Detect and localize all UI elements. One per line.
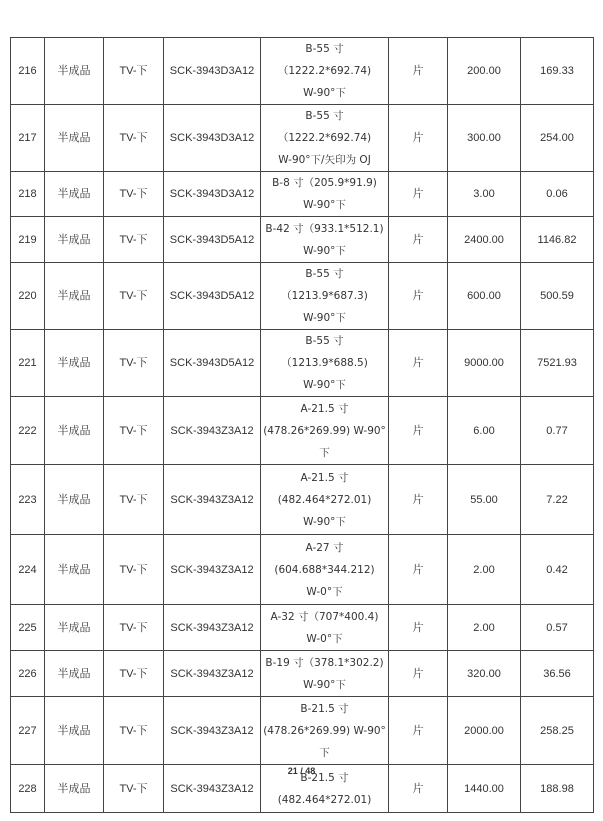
specification-line: (482.464*272.01) (277, 793, 372, 806)
specification-line: (604.688*344.212) (274, 563, 375, 576)
quantity-cell: 2400.00 (448, 217, 521, 263)
quantity-cell: 2000.00 (448, 697, 521, 765)
specification-line: A-21.5 寸 (300, 402, 349, 415)
material-type-cell: 半成品 (45, 651, 104, 697)
material-type-cell: 半成品 (45, 697, 104, 765)
specification-cell (261, 605, 389, 651)
row-number-cell: 223 (11, 465, 45, 535)
part-code-cell: SCK-3943Z3A12 (164, 465, 261, 535)
unit-cell: 片 (389, 535, 448, 605)
quantity-cell: 1440.00 (448, 765, 521, 813)
unit-cell: 片 (389, 38, 448, 105)
quantity-cell: 6.00 (448, 397, 521, 465)
unit-cell: 片 (389, 217, 448, 263)
specification-line: (478.26*269.99) W-90° (263, 424, 386, 437)
category-cell: TV-下 (104, 651, 164, 697)
material-type-cell: 半成品 (45, 172, 104, 217)
category-cell: TV-下 (104, 172, 164, 217)
specification-line: B-19 寸（378.1*302.2) (265, 656, 384, 669)
material-type-cell: 半成品 (45, 217, 104, 263)
specification-line: B-55 寸（1222.2*692.74) (277, 43, 372, 77)
specification-line: A-21.5 寸 (300, 471, 349, 484)
row-number-cell: 222 (11, 397, 45, 465)
row-number-cell: 218 (11, 172, 45, 217)
part-code-cell: SCK-3943Z3A12 (164, 605, 261, 651)
part-code-cell: SCK-3943D5A12 (164, 263, 261, 330)
row-number-cell: 227 (11, 697, 45, 765)
specification-line: W-90°下 (303, 312, 346, 324)
table-row (11, 397, 594, 465)
row-number-cell: 225 (11, 605, 45, 651)
unit-cell: 片 (389, 697, 448, 765)
specification-line: W-90°下 (303, 515, 346, 528)
category-cell: TV-下 (104, 217, 164, 263)
amount-cell: 500.59 (521, 263, 594, 330)
specification-cell (261, 105, 389, 172)
table-row (11, 697, 594, 765)
part-code-cell: SCK-3943Z3A12 (164, 397, 261, 465)
specification-line: W-90°下 (303, 678, 346, 691)
inventory-table (10, 37, 594, 813)
unit-cell: 片 (389, 651, 448, 697)
material-type-cell: 半成品 (45, 535, 104, 605)
part-code-cell: SCK-3943D3A12 (164, 105, 261, 172)
unit-cell: 片 (389, 765, 448, 813)
specification-line: W-0°下 (306, 632, 343, 645)
table-row (11, 172, 594, 217)
material-type-cell: 半成品 (45, 765, 104, 813)
specification-cell (261, 535, 389, 605)
table-row (11, 105, 594, 172)
quantity-cell: 300.00 (448, 105, 521, 172)
part-code-cell: SCK-3943Z3A12 (164, 651, 261, 697)
part-code-cell: SCK-3943Z3A12 (164, 535, 261, 605)
table-row (11, 263, 594, 330)
specification-line: 下 (319, 446, 330, 459)
quantity-cell: 2.00 (448, 535, 521, 605)
part-code-cell: SCK-3943D5A12 (164, 217, 261, 263)
row-number-cell: 217 (11, 105, 45, 172)
quantity-cell: 3.00 (448, 172, 521, 217)
quantity-cell: 55.00 (448, 465, 521, 535)
quantity-cell: 2.00 (448, 605, 521, 651)
part-code-cell: SCK-3943D3A12 (164, 38, 261, 105)
table-row (11, 535, 594, 605)
unit-cell: 片 (389, 263, 448, 330)
material-type-cell: 半成品 (45, 330, 104, 397)
row-number-cell: 224 (11, 535, 45, 605)
row-number-cell: 216 (11, 38, 45, 105)
quantity-cell: 9000.00 (448, 330, 521, 397)
amount-cell: 258.25 (521, 697, 594, 765)
quantity-cell: 600.00 (448, 263, 521, 330)
unit-cell: 片 (389, 105, 448, 172)
amount-cell: 0.57 (521, 605, 594, 651)
specification-line: A-32 寸（707*400.4) (270, 610, 379, 623)
specification-cell (261, 263, 389, 330)
category-cell: TV-下 (104, 263, 164, 330)
unit-cell: 片 (389, 397, 448, 465)
unit-cell: 片 (389, 465, 448, 535)
row-number-cell: 226 (11, 651, 45, 697)
page-number: 21 / 48 (287, 766, 316, 776)
row-number-cell: 221 (11, 330, 45, 397)
unit-cell: 片 (389, 605, 448, 651)
category-cell: TV-下 (104, 535, 164, 605)
specification-line: B-55 寸（1213.9*687.3) (281, 268, 368, 302)
amount-cell: 1146.82 (521, 217, 594, 263)
table-row (11, 651, 594, 697)
material-type-cell: 半成品 (45, 105, 104, 172)
inventory-table-body (11, 38, 594, 813)
part-code-cell: SCK-3943D5A12 (164, 330, 261, 397)
amount-cell: 0.42 (521, 535, 594, 605)
specification-line: W-90°下 (303, 87, 346, 99)
part-code-cell: SCK-3943D3A12 (164, 172, 261, 217)
specification-line: B-8 寸（205.9*91.9) (272, 177, 377, 189)
amount-cell: 0.77 (521, 397, 594, 465)
specification-line: B-21.5 寸 (300, 702, 349, 715)
category-cell: TV-下 (104, 38, 164, 105)
specification-cell (261, 330, 389, 397)
specification-line: A-27 寸 (305, 541, 344, 554)
specification-cell (261, 465, 389, 535)
amount-cell: 7.22 (521, 465, 594, 535)
specification-line: B-55 寸（1222.2*692.74) (277, 110, 372, 144)
category-cell: TV-下 (104, 397, 164, 465)
category-cell: TV-下 (104, 765, 164, 813)
specification-line: B-55 寸（1213.9*688.5) (281, 335, 368, 369)
table-row (11, 605, 594, 651)
specification-line: W-90°下 (303, 379, 346, 391)
table-row (11, 330, 594, 397)
specification-cell (261, 172, 389, 217)
table-row (11, 38, 594, 105)
category-cell: TV-下 (104, 697, 164, 765)
specification-cell (261, 697, 389, 765)
specification-line: (482.464*272.01) (277, 493, 372, 506)
unit-cell: 片 (389, 330, 448, 397)
material-type-cell: 半成品 (45, 397, 104, 465)
specification-line: W-90°下 (303, 244, 346, 257)
category-cell: TV-下 (104, 605, 164, 651)
amount-cell: 36.56 (521, 651, 594, 697)
quantity-cell: 200.00 (448, 38, 521, 105)
amount-cell: 254.00 (521, 105, 594, 172)
material-type-cell: 半成品 (45, 605, 104, 651)
unit-cell: 片 (389, 172, 448, 217)
amount-cell: 0.06 (521, 172, 594, 217)
specification-line: W-90°下/矢印为 OJ (278, 154, 371, 166)
row-number-cell: 219 (11, 217, 45, 263)
row-number-cell: 220 (11, 263, 45, 330)
amount-cell: 7521.93 (521, 330, 594, 397)
amount-cell: 188.98 (521, 765, 594, 813)
specification-cell (261, 38, 389, 105)
material-type-cell: 半成品 (45, 263, 104, 330)
specification-cell (261, 217, 389, 263)
part-code-cell: SCK-3943Z3A12 (164, 765, 261, 813)
specification-cell (261, 651, 389, 697)
amount-cell: 169.33 (521, 38, 594, 105)
specification-line: 下 (319, 746, 330, 759)
category-cell: TV-下 (104, 330, 164, 397)
category-cell: TV-下 (104, 105, 164, 172)
table-row (11, 465, 594, 535)
table-row (11, 217, 594, 263)
specification-line: (478.26*269.99) W-90° (263, 724, 386, 737)
material-type-cell: 半成品 (45, 465, 104, 535)
specification-line: B-42 寸（933.1*512.1) (265, 222, 384, 235)
row-number-cell: 228 (11, 765, 45, 813)
part-code-cell: SCK-3943Z3A12 (164, 697, 261, 765)
category-cell: TV-下 (104, 465, 164, 535)
material-type-cell: 半成品 (45, 38, 104, 105)
specification-line: B-21.5 寸 (300, 771, 349, 784)
specification-line: W-0°下 (306, 585, 343, 598)
specification-line: W-90°下 (303, 199, 346, 211)
specification-cell (261, 397, 389, 465)
quantity-cell: 320.00 (448, 651, 521, 697)
